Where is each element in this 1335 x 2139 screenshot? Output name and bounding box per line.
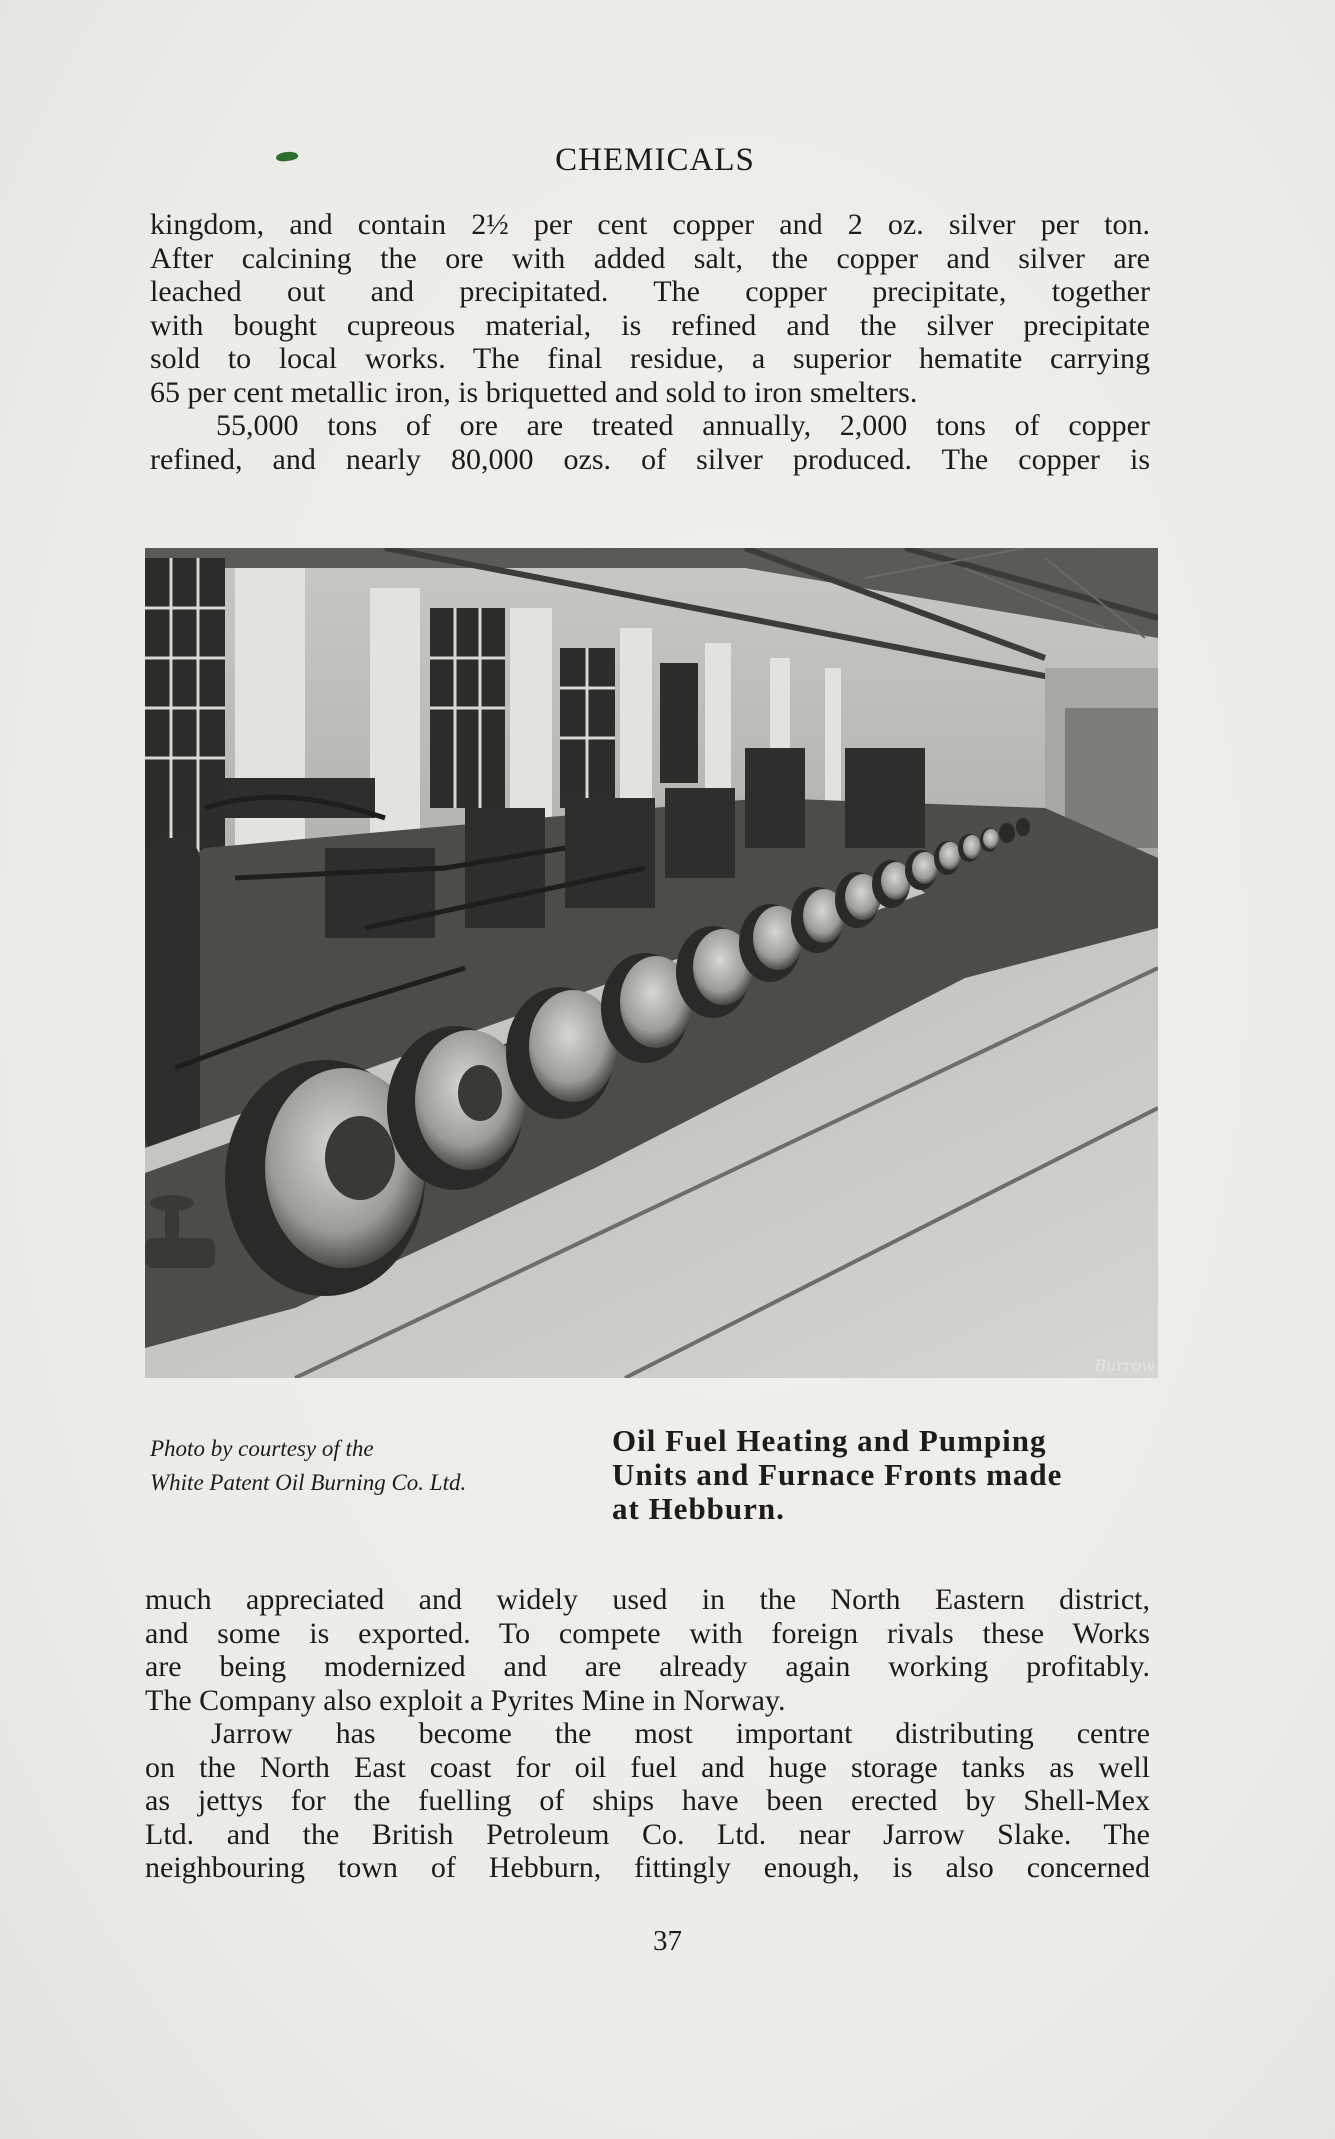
text-line: Ltd. and the British Petroleum Co. Ltd. near Jarrow Slake. The [145, 1817, 1150, 1851]
final-paragraph [145, 1717, 1150, 1885]
text-line: much appreciated and widely used in the North Eastern district, [145, 1583, 1150, 1616]
photo-credit [150, 1432, 590, 1500]
text-line: 55,000 tons of ore are treated annually, 2,000 tons of copper [216, 409, 1150, 442]
text-line: Jarrow has become the most important distributing centre [211, 1717, 1150, 1750]
text-line: refined, and nearly 80,000 ozs. of silver produced. The copper is [150, 442, 1150, 476]
text-line: and some is exported. To compete with foreign rivals these Works [145, 1616, 1150, 1650]
bottom-paragraph [145, 1583, 1150, 1717]
text-line: 65 per cent metallic iron, is briquetted and sold to iron smelters. [150, 375, 918, 409]
running-head: CHEMICALS [555, 142, 755, 178]
text-line: with bought cupreous material, is refined and the silver precipitate [150, 308, 1150, 342]
text-line: leached out and precipitated. The copper precipitate, together [150, 275, 1150, 308]
credit-line: White Patent Oil Burning Co. Ltd. [150, 1470, 467, 1495]
photographer-signature: Burrow [1094, 1356, 1155, 1375]
text-line: as jettys for the fuelling of ships have been erected by Shell-Mex [145, 1784, 1150, 1817]
text-line: kingdom, and contain 2½ per cent copper and 2 oz. silver per ton. [150, 208, 1150, 241]
credit-line: Photo by courtesy of the [150, 1436, 374, 1461]
factory-photograph [145, 548, 1158, 1378]
caption-line: Oil Fuel Heating and Pumping [612, 1423, 1047, 1458]
text-line: are being modernized and are already again working profitably. [145, 1650, 1150, 1683]
text-line: sold to local works. The final residue, a superior hematite carrying [150, 342, 1150, 375]
page-number: 37 [653, 1925, 682, 1957]
caption-line: at Hebburn. [612, 1491, 785, 1526]
text-line: neighbouring town of Hebburn, fittingly enough, is also concerned [145, 1851, 1150, 1884]
photo-caption [612, 1424, 1152, 1526]
second-paragraph [150, 409, 1150, 476]
caption-line: Units and Furnace Fronts made [612, 1457, 1063, 1492]
text-line: on the North East coast for oil fuel and huge storage tanks as well [145, 1750, 1150, 1784]
text-line: After calcining the ore with added salt, the copper and silver are [150, 241, 1150, 275]
text-line: The Company also exploit a Pyrites Mine in Norway. [145, 1683, 786, 1717]
top-paragraph [150, 208, 1150, 409]
